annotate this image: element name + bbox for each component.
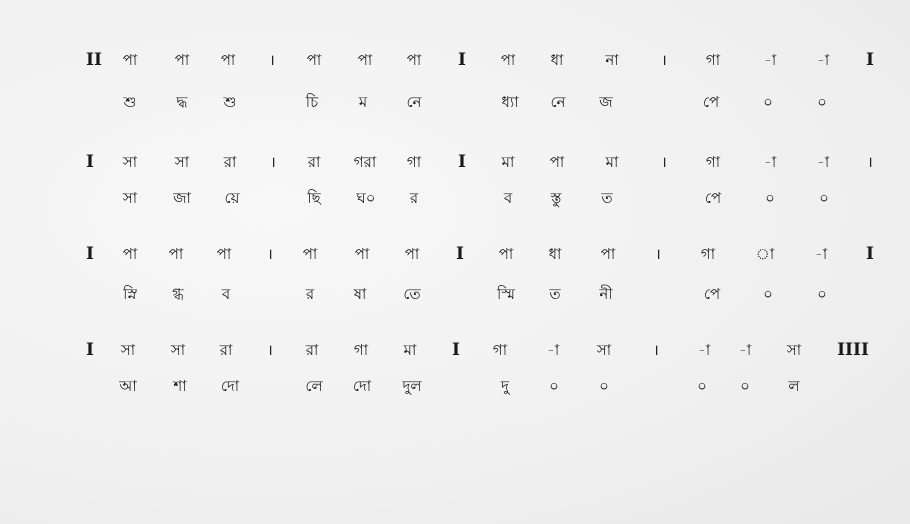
swara: পা <box>500 51 516 69</box>
lyric-syllable: র <box>305 285 315 303</box>
swara: রা <box>307 153 321 171</box>
barline: I <box>866 244 874 264</box>
swara: পা <box>404 245 420 263</box>
swara: গা <box>705 153 721 171</box>
lyric-syllable: র <box>409 189 419 207</box>
lyric-syllable: ধ্যা <box>501 93 519 111</box>
lyric-syllable: দুল <box>402 377 422 395</box>
beat-divider: । <box>661 153 667 171</box>
swara: -া <box>546 341 560 359</box>
barline: I <box>452 340 460 360</box>
lyric-syllable: পে <box>704 189 722 207</box>
lyric-syllable: স্তু <box>550 189 562 207</box>
lyric-syllable: ০ <box>763 93 773 111</box>
beat-divider: । <box>267 341 273 359</box>
lyric-syllable: ০ <box>740 377 750 395</box>
swara: রা <box>219 341 233 359</box>
swara: ধা <box>548 245 562 263</box>
swara: পা <box>600 245 616 263</box>
swara: -া <box>738 341 752 359</box>
lyric-syllable: পে <box>703 285 721 303</box>
lyric-syllable: নে <box>406 93 422 111</box>
swara: পা <box>216 245 232 263</box>
swara-line-1 <box>0 48 910 72</box>
lyric-syllable: আ <box>119 377 137 395</box>
barline: I <box>866 50 874 70</box>
barline: I <box>86 244 94 264</box>
swara-line-4 <box>0 338 910 362</box>
lyric-syllable: দো <box>352 377 372 395</box>
swara: পা <box>406 51 422 69</box>
swara: রা <box>305 341 319 359</box>
lyric-syllable: শু <box>123 93 137 111</box>
swara: সা <box>120 341 136 359</box>
beat-divider: । <box>269 51 275 69</box>
beat-divider: । <box>655 245 661 263</box>
lyric-syllable: সা <box>122 189 138 207</box>
lyric-line-3 <box>0 282 910 306</box>
lyric-syllable: নে <box>550 93 566 111</box>
lyric-line-2 <box>0 186 910 210</box>
lyric-syllable: ব <box>503 189 513 207</box>
swara: -া <box>816 51 830 69</box>
lyric-syllable: ঘ০ <box>356 189 376 207</box>
beat-divider: । <box>270 153 276 171</box>
lyric-syllable: দ্ধ <box>176 93 188 111</box>
final-barline: IIII <box>837 340 869 360</box>
lyric-syllable: চি <box>305 93 319 111</box>
swara: রা <box>223 153 237 171</box>
swara: পা <box>357 51 373 69</box>
swara: গা <box>700 245 716 263</box>
barline: I <box>458 152 466 172</box>
swara: গা <box>406 153 422 171</box>
lyric-syllable: ০ <box>697 377 707 395</box>
double-barline: II <box>86 50 102 70</box>
lyric-syllable: জা <box>173 189 191 207</box>
lyric-syllable: ০ <box>765 189 775 207</box>
swara: -া <box>763 51 777 69</box>
lyric-syllable: ০ <box>817 93 827 111</box>
barline: I <box>86 340 94 360</box>
barline: I <box>456 244 464 264</box>
lyric-syllable: স্মি <box>497 285 515 303</box>
lyric-syllable: ছি <box>307 189 321 207</box>
swara: -া <box>816 153 830 171</box>
swara: -া <box>697 341 711 359</box>
swara: না <box>605 51 619 69</box>
lyric-syllable: ০ <box>763 285 773 303</box>
swara: মা <box>403 341 417 359</box>
lyric-syllable: ত <box>601 189 613 207</box>
swara: গা <box>492 341 508 359</box>
swara: -া <box>763 153 777 171</box>
swara: সা <box>122 153 138 171</box>
lyric-syllable: শু <box>223 93 237 111</box>
lyric-syllable: ব <box>221 285 231 303</box>
lyric-syllable: গ্ধ <box>172 285 184 303</box>
lyric-syllable: ০ <box>549 377 559 395</box>
swara: মা <box>605 153 619 171</box>
lyric-syllable: শা <box>173 377 187 395</box>
swara: ধা <box>550 51 564 69</box>
lyric-syllable: দু <box>501 377 509 395</box>
lyric-syllable: ত <box>549 285 561 303</box>
swara: সা <box>786 341 802 359</box>
swara: পা <box>168 245 184 263</box>
swara: সা <box>174 153 190 171</box>
lyric-line-1 <box>0 90 910 114</box>
swara: সা <box>170 341 186 359</box>
swara: পা <box>498 245 514 263</box>
lyric-syllable: ০ <box>817 285 827 303</box>
swara: পা <box>174 51 190 69</box>
swara: গরা <box>353 153 377 171</box>
swara: া <box>755 245 775 263</box>
swara: পা <box>354 245 370 263</box>
swara-line-2 <box>0 150 910 174</box>
lyric-syllable: লে <box>305 377 323 395</box>
lyric-line-4 <box>0 374 910 398</box>
beat-divider: । <box>653 341 659 359</box>
barline: I <box>86 152 94 172</box>
barline: I <box>458 50 466 70</box>
swara: -া <box>814 245 828 263</box>
lyric-syllable: দো <box>220 377 240 395</box>
swara: সা <box>596 341 612 359</box>
swara: পা <box>122 245 138 263</box>
swara-line-3 <box>0 242 910 266</box>
lyric-syllable: ষা <box>353 285 367 303</box>
lyric-syllable: স্নি <box>123 285 137 303</box>
swara: মা <box>501 153 515 171</box>
lyric-syllable: জ <box>599 93 613 111</box>
swara: পা <box>549 153 565 171</box>
beat-divider: । <box>867 153 873 171</box>
swara: পা <box>122 51 138 69</box>
swara: পা <box>306 51 322 69</box>
beat-divider: । <box>267 245 273 263</box>
lyric-syllable: য়ে <box>224 189 240 207</box>
lyric-syllable: নী <box>599 285 613 303</box>
lyric-syllable: ০ <box>599 377 609 395</box>
lyric-syllable: ০ <box>819 189 829 207</box>
lyric-syllable: ল <box>788 377 800 395</box>
swara: গা <box>353 341 369 359</box>
swara: পা <box>220 51 236 69</box>
beat-divider: । <box>661 51 667 69</box>
lyric-syllable: ম <box>358 93 368 111</box>
lyric-syllable: তে <box>403 285 421 303</box>
swara: পা <box>302 245 318 263</box>
swara: গা <box>705 51 721 69</box>
lyric-syllable: পে <box>702 93 720 111</box>
